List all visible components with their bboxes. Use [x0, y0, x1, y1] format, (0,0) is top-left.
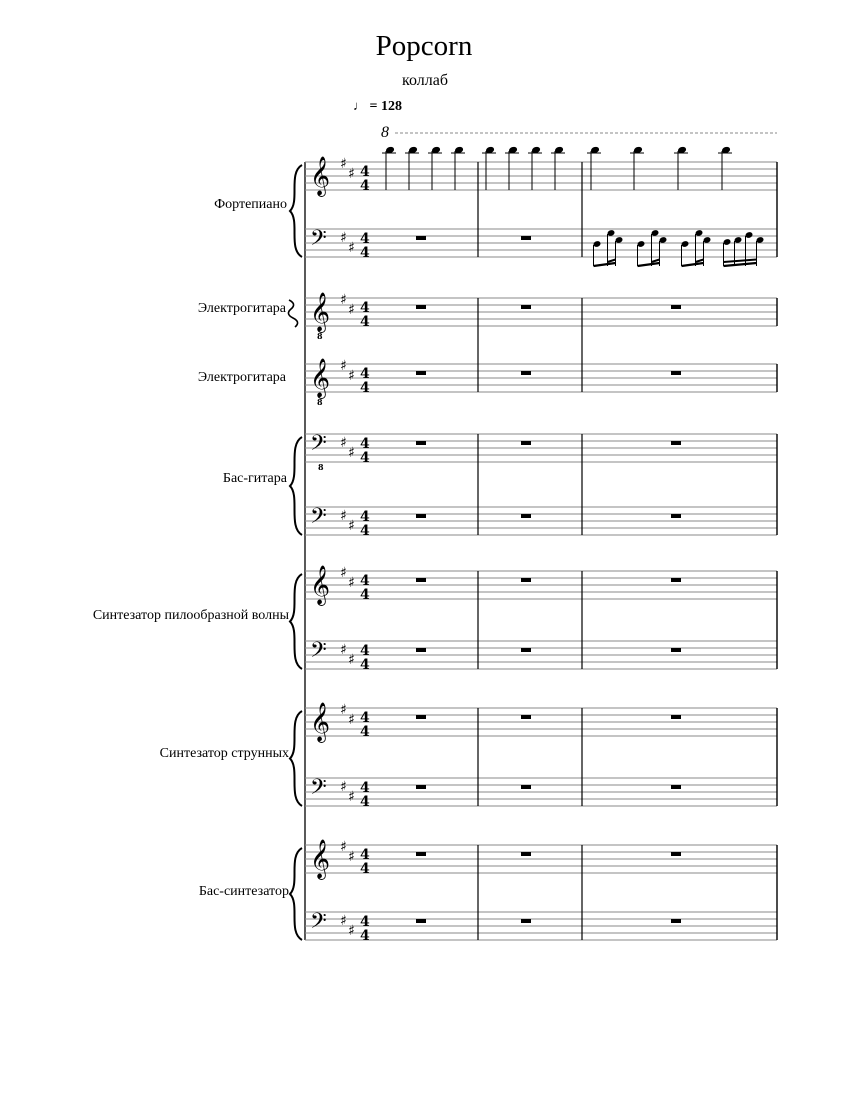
time-signature-numerator: 4 [360, 847, 370, 863]
whole-rest-icon [521, 514, 531, 518]
whole-rest-icon [671, 785, 681, 789]
instrument-label-bass-synth: Бас-синтезатор [198, 884, 289, 899]
bass-clef-icon: 𝄢 [310, 431, 327, 461]
bass-synth-brace [290, 848, 302, 940]
sharp-icon: ♯ [348, 849, 355, 865]
bass-clef-icon: 𝄢 [310, 504, 327, 534]
sharp-icon: ♯ [340, 508, 347, 524]
whole-rest-icon [416, 852, 426, 856]
sharp-icon: ♯ [348, 518, 355, 534]
time-signature-denominator: 4 [360, 861, 370, 877]
whole-rest-icon [671, 305, 681, 309]
sharp-icon: ♯ [348, 368, 355, 384]
sharp-icon: ♯ [348, 240, 355, 256]
time-signature-numerator: 4 [360, 231, 370, 247]
bass-clef-icon: 𝄢 [310, 226, 327, 256]
time-signature-numerator: 4 [360, 643, 370, 659]
whole-rest-icon [416, 305, 426, 309]
sharp-icon: ♯ [340, 702, 347, 718]
whole-rest-icon [416, 919, 426, 923]
beam-secondary [724, 260, 757, 263]
whole-rest-icon [521, 236, 531, 240]
score-subtitle: коллаб [402, 72, 448, 89]
time-signature-denominator: 4 [360, 178, 370, 194]
whole-rest-icon [521, 715, 531, 719]
whole-rest-icon [521, 441, 531, 445]
time-signature-denominator: 4 [360, 380, 370, 396]
sharp-icon: ♯ [340, 839, 347, 855]
treble-clef-icon: 𝄞 [310, 292, 331, 332]
whole-rest-icon [521, 578, 531, 582]
whole-rest-icon [521, 305, 531, 309]
bass-clef-icon: 𝄢 [310, 638, 327, 668]
time-signature-denominator: 4 [360, 794, 370, 810]
whole-rest-icon [521, 919, 531, 923]
beam [638, 263, 660, 266]
whole-rest-icon [671, 919, 681, 923]
score-title: Popcorn [375, 30, 473, 62]
instrument-label-electric-guitar-1: Электрогитара [197, 301, 286, 316]
bass-clef-icon: 𝄢 [310, 775, 327, 805]
sharp-icon: ♯ [348, 789, 355, 805]
beam-secondary [608, 260, 616, 263]
whole-rest-icon [416, 578, 426, 582]
whole-rest-icon [521, 371, 531, 375]
tempo-value: = 128 [369, 99, 402, 114]
sharp-icon: ♯ [340, 435, 347, 451]
beam [724, 263, 757, 266]
instrument-label-bass-guitar: Бас-гитара [222, 471, 287, 486]
bass-clef-icon: 𝄢 [310, 909, 327, 939]
instrument-label-string-synth: Синтезатор струнных [159, 746, 289, 761]
sharp-icon: ♯ [348, 712, 355, 728]
sharp-icon: ♯ [340, 642, 347, 658]
sharp-icon: ♯ [340, 565, 347, 581]
quarter-note-icon: ♩ [353, 98, 366, 113]
treble-clef-icon: 𝄞 [310, 702, 331, 742]
octave-below-marker: 8 [317, 331, 323, 341]
time-signature-denominator: 4 [360, 450, 370, 466]
sharp-icon: ♯ [340, 230, 347, 246]
instrument-label-saw-synth: Синтезатор пилообразной волны [92, 608, 289, 623]
time-signature-numerator: 4 [360, 914, 370, 930]
whole-rest-icon [416, 785, 426, 789]
sharp-icon: ♯ [340, 358, 347, 374]
whole-rest-icon [671, 441, 681, 445]
whole-rest-icon [416, 514, 426, 518]
sharp-icon: ♯ [348, 575, 355, 591]
time-signature-denominator: 4 [360, 587, 370, 603]
time-signature-numerator: 4 [360, 436, 370, 452]
time-signature-denominator: 4 [360, 314, 370, 330]
piano-brace [290, 165, 302, 257]
beam-secondary [696, 260, 704, 263]
guitar-bracket-squiggle [288, 300, 297, 327]
whole-rest-icon [416, 715, 426, 719]
beam [682, 263, 704, 266]
time-signature-denominator: 4 [360, 523, 370, 539]
bass-guitar-brace [290, 437, 302, 535]
string-synth-brace [290, 711, 302, 806]
instrument-label-piano: Фортепиано [214, 197, 287, 212]
whole-rest-icon [416, 236, 426, 240]
sharp-icon: ♯ [348, 166, 355, 182]
time-signature-denominator: 4 [360, 245, 370, 261]
treble-clef-icon: 𝄞 [310, 358, 331, 398]
whole-rest-icon [671, 852, 681, 856]
ottava-marking: 8 [381, 124, 389, 141]
time-signature-numerator: 4 [360, 573, 370, 589]
time-signature-numerator: 4 [360, 509, 370, 525]
whole-rest-icon [671, 648, 681, 652]
time-signature-denominator: 4 [360, 657, 370, 673]
whole-rest-icon [521, 648, 531, 652]
time-signature-numerator: 4 [360, 780, 370, 796]
treble-clef-icon: 𝄞 [310, 839, 331, 879]
time-signature-denominator: 4 [360, 928, 370, 944]
whole-rest-icon [671, 514, 681, 518]
time-signature-denominator: 4 [360, 724, 370, 740]
sharp-icon: ♯ [348, 652, 355, 668]
whole-rest-icon [416, 441, 426, 445]
treble-clef-icon: 𝄞 [310, 565, 331, 605]
whole-rest-icon [521, 852, 531, 856]
whole-rest-icon [416, 371, 426, 375]
whole-rest-icon [521, 785, 531, 789]
time-signature-numerator: 4 [360, 366, 370, 382]
whole-rest-icon [416, 648, 426, 652]
beam [594, 263, 616, 266]
instrument-label-electric-guitar-2: Электрогитара [197, 370, 286, 385]
whole-rest-icon [671, 578, 681, 582]
octave-below-marker: 8 [318, 462, 324, 472]
time-signature-numerator: 4 [360, 300, 370, 316]
sharp-icon: ♯ [348, 302, 355, 318]
sharp-icon: ♯ [340, 913, 347, 929]
sharp-icon: ♯ [340, 156, 347, 172]
sharp-icon: ♯ [348, 923, 355, 939]
sharp-icon: ♯ [340, 292, 347, 308]
octave-below-marker: 8 [317, 397, 323, 407]
saw-synth-brace [290, 574, 302, 669]
whole-rest-icon [671, 715, 681, 719]
time-signature-numerator: 4 [360, 164, 370, 180]
treble-clef-icon: 𝄞 [310, 156, 331, 196]
time-signature-numerator: 4 [360, 710, 370, 726]
sharp-icon: ♯ [348, 445, 355, 461]
beam-secondary [652, 260, 660, 263]
sharp-icon: ♯ [340, 779, 347, 795]
whole-rest-icon [671, 371, 681, 375]
